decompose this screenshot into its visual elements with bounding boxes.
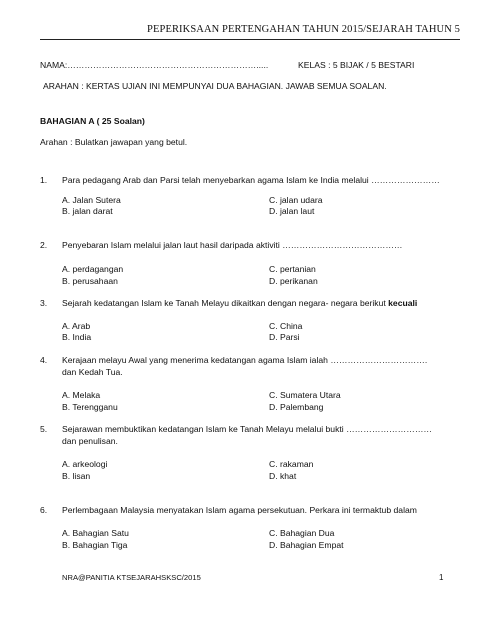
header-rule bbox=[40, 39, 460, 40]
section-instruction: Arahan : Bulatkan jawapan yang betul. bbox=[40, 137, 188, 147]
question-text-continued: dan penulisan. bbox=[62, 436, 118, 446]
option-b: B. perusahaan bbox=[62, 276, 118, 286]
question-text-continued: dan Kedah Tua. bbox=[62, 367, 123, 377]
question-number: 5. bbox=[40, 424, 48, 434]
question-text bbox=[62, 298, 417, 309]
page-footer: NRA@PANITIA KTSEJARAHSKSC/2015 bbox=[62, 573, 201, 582]
option-a: A. arkeologi bbox=[62, 459, 108, 469]
option-c: C. China bbox=[269, 321, 303, 331]
option-d: D. Bahagian Empat bbox=[269, 540, 344, 550]
question-number: 3. bbox=[40, 298, 48, 308]
class-field: KELAS : 5 BIJAK / 5 BESTARI bbox=[298, 60, 415, 70]
question-number: 6. bbox=[40, 505, 48, 515]
option-b: B. Bahagian Tiga bbox=[62, 540, 128, 550]
option-b: B. Terengganu bbox=[62, 402, 118, 412]
option-c: C. Sumatera Utara bbox=[269, 390, 341, 400]
option-b: B. jalan darat bbox=[62, 206, 113, 216]
option-d: D. Parsi bbox=[269, 332, 300, 342]
option-d: D. jalan laut bbox=[269, 206, 315, 216]
option-c: C. pertanian bbox=[269, 264, 316, 274]
question-number: 1. bbox=[40, 175, 48, 185]
section-title: BAHAGIAN A ( 25 Soalan) bbox=[40, 116, 145, 126]
question-text-body: Sejarah kedatangan Islam ke Tanah Melayu dikaitkan dengan negara- negara berikut bbox=[62, 298, 386, 308]
option-a: A. Melaka bbox=[62, 390, 101, 400]
question-text: Para pedagang Arab dan Parsi telah menyebarkan agama Islam ke India melalui …………………… bbox=[62, 175, 440, 185]
option-a: A. perdagangan bbox=[62, 264, 124, 274]
option-d: D. Palembang bbox=[269, 402, 324, 412]
option-c: C. jalan udara bbox=[269, 195, 323, 205]
page-header: PEPERIKSAAN PERTENGAHAN TAHUN 2015/SEJARAH TAHUN 5 bbox=[147, 24, 460, 35]
page-number: 1 bbox=[439, 573, 444, 582]
option-a: A. Jalan Sutera bbox=[62, 195, 121, 205]
option-d: D. perikanan bbox=[269, 276, 318, 286]
question-text: Sejarawan membuktikan kedatangan Islam ke Tanah Melayu melalui bukti ………………………… bbox=[62, 424, 433, 434]
option-b: B. lisan bbox=[62, 471, 91, 481]
question-emphasis: kecuali bbox=[388, 298, 418, 308]
question-number: 4. bbox=[40, 355, 48, 365]
option-c: C. rakaman bbox=[269, 459, 314, 469]
question-text: Kerajaan melayu Awal yang menerima kedatangan agama Islam ialah ……………………………. bbox=[62, 355, 428, 365]
name-field-line: NAMA:…………………………………………………………..... bbox=[40, 60, 269, 70]
option-b: B. India bbox=[62, 332, 92, 342]
question-text: Perlembagaan Malaysia menyatakan Islam agama persekutuan. Perkara ini termaktub dalam bbox=[62, 505, 417, 515]
main-instruction: ARAHAN : KERTAS UJIAN INI MEMPUNYAI DUA BAHAGIAN. JAWAB SEMUA SOALAN. bbox=[43, 81, 387, 91]
option-c: C. Bahagian Dua bbox=[269, 528, 335, 538]
option-d: D. khat bbox=[269, 471, 297, 481]
question-text: Penyebaran Islam melalui jalan laut hasil daripada aktiviti …………………………………… bbox=[62, 240, 403, 250]
question-number: 2. bbox=[40, 240, 48, 250]
option-a: A. Bahagian Satu bbox=[62, 528, 129, 538]
option-a: A. Arab bbox=[62, 321, 91, 331]
